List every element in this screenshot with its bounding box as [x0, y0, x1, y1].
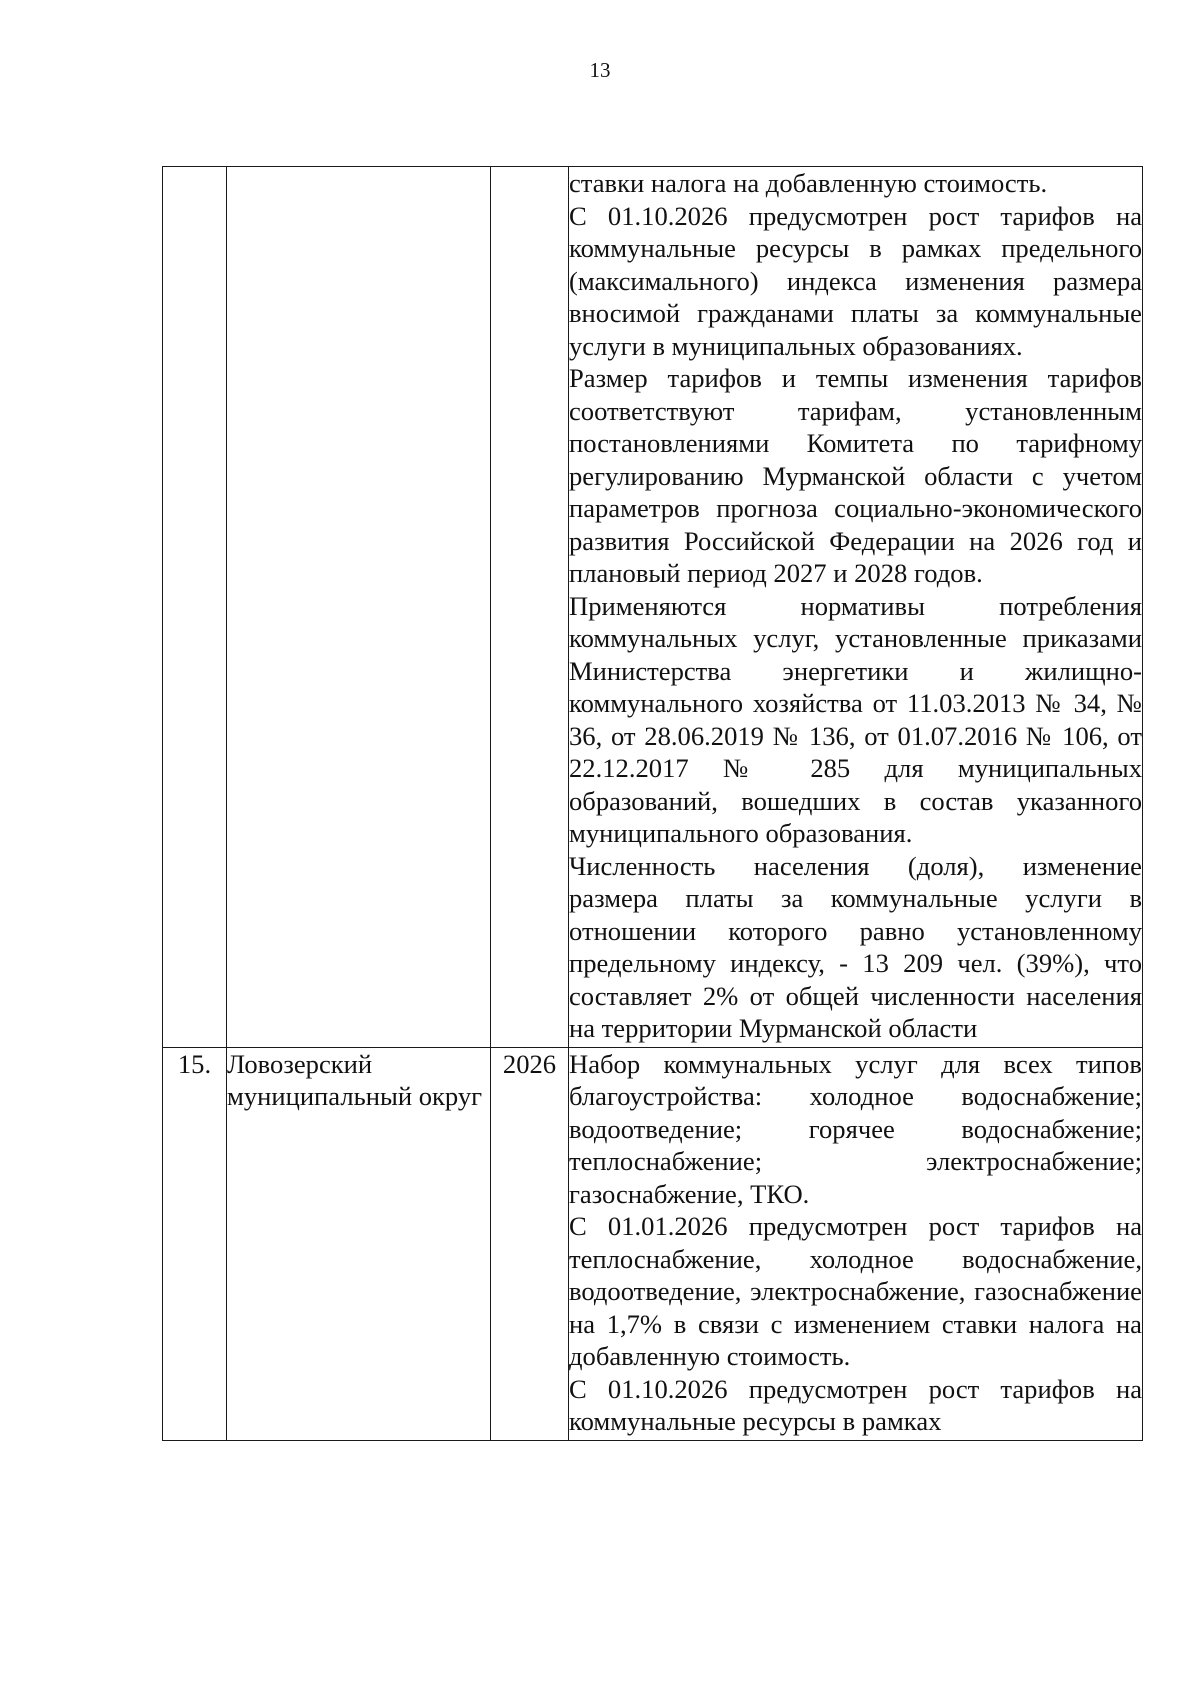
page-number: 13: [589, 58, 611, 82]
description-paragraph: С 01.10.2026 предусмотрен рост тарифов на коммунальные ресурсы в рамках предельного (максимального) индекса изменения размера вносимой гражданами платы за коммунальные услуги в муниципальных образованиях.: [569, 200, 1142, 361]
description-paragraph: Размер тарифов и темпы изменения тарифов соответствуют тарифам, установленным постановлениями Комитета по тарифному регулированию Мурманской области с учетом параметров прогноза социально-экономического развития Российской Федерации на 2026 год и плановый период 2027 и 2028 годов.: [569, 363, 1142, 588]
year-cell: [491, 167, 569, 1048]
municipality-cell: [227, 167, 491, 1048]
description-paragraph: С 01.10.2026 предусмотрен рост тарифов на коммунальные ресурсы в рамках: [569, 1373, 1142, 1436]
description-paragraph: Набор коммунальных услуг для всех типов благоустройства: холодное водоснабжение; водоотведение; горячее водоснабжение; теплоснабжение; электроснабжение; газоснабжение, ТКО.: [569, 1048, 1142, 1209]
description-paragraph: С 01.01.2026 предусмотрен рост тарифов на теплоснабжение, холодное водоснабжение, водоотведение, электроснабжение, газоснабжение на 1,7% в связи с изменением ставки налога на добавленную стоимость.: [569, 1211, 1142, 1371]
tariff-table: [162, 166, 1143, 1441]
table-row: [163, 167, 1143, 1048]
row-number-cell: [163, 167, 227, 1048]
table-row: [163, 1047, 1143, 1440]
year-cell: 2026: [491, 1047, 569, 1440]
description-paragraph: Численность населения (доля), изменение размера платы за коммунальные услуги в отношении которого равно установленному предельному индексу, - 13 209 чел. (39%), что составляет 2% от общей численности населения на территории Мурманской области: [569, 850, 1142, 1043]
description-cell: [569, 167, 1143, 1048]
description-cell: [569, 1047, 1143, 1440]
description-paragraph: Применяются нормативы потребления коммунальных услуг, установленные приказами Министерства энергетики и жилищно-коммунального хозяйства от 11.03.2013 № 34, № 36, от 28.06.2019 № 136, от 01.07.2016 № 106, от 22.12.2017 № 285 для муниципальных образований, вошедших в состав указанного муниципального образования.: [569, 590, 1142, 848]
row-number-cell: 15.: [163, 1047, 227, 1440]
municipality-cell: Ловозерский муниципальный округ: [227, 1047, 491, 1440]
description-paragraph: ставки налога на добавленную стоимость.: [569, 168, 1048, 198]
